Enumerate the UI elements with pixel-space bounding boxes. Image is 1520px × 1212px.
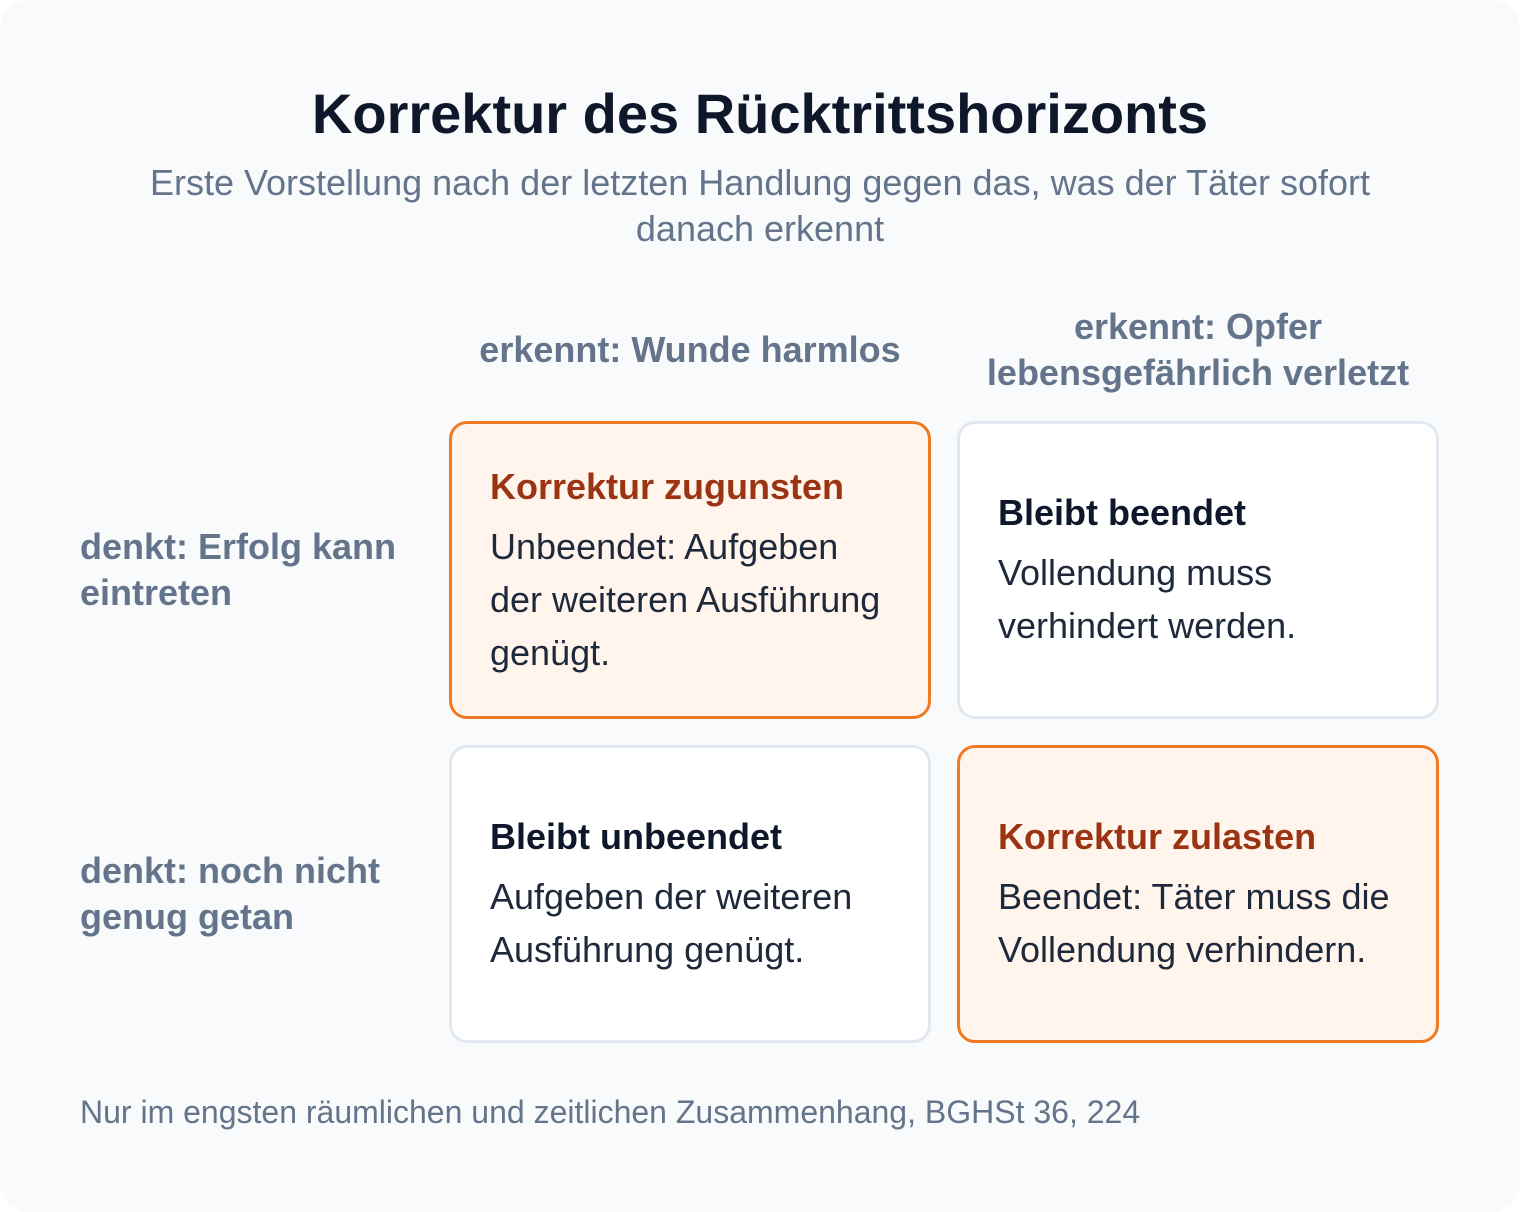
diagram-title: Korrektur des Rücktrittshorizonts: [311, 82, 1209, 145]
cell-bleibt-beendet: [957, 421, 1439, 719]
row-header-noch-nicht-genug: denkt: noch nicht genug getan: [80, 850, 380, 937]
cell-title: Bleibt unbeendet: [490, 816, 783, 857]
cell-title: Korrektur zugunsten: [490, 465, 845, 507]
diagram-subtitle: Erste Vorstellung nach der letzten Handlung gegen das, was der Täter sofort danach erkennt: [149, 162, 1371, 249]
cell-text: Unbeendet: Aufgeben der weiteren Ausführung genügt.: [490, 525, 881, 673]
cell-korrektur-zulasten: [957, 745, 1439, 1043]
cell-text: Vollendung muss verhindert werden.: [998, 552, 1297, 646]
cell-korrektur-zugunsten: [449, 421, 931, 719]
cell-title: Korrektur zulasten: [998, 816, 1317, 857]
row-header-erfolg-kann-eintreten: denkt: Erfolg kann eintreten: [80, 526, 397, 613]
cell-text: Aufgeben der weiteren Ausführung genügt.: [490, 876, 853, 970]
cell-bleibt-unbeendet: [449, 745, 931, 1043]
footnote: Nur im engsten räumlichen und zeitlichen Zusammenhang, BGHSt 36, 224: [80, 1094, 1141, 1130]
cell-text: Beendet: Täter muss die Vollendung verhindern.: [998, 876, 1390, 970]
cell-title: Bleibt beendet: [998, 492, 1247, 533]
column-header-wunde-harmlos: erkennt: Wunde harmlos: [479, 329, 901, 370]
column-header-lebensgefaehrlich: erkennt: Opfer lebensgefährlich verletzt: [986, 306, 1410, 393]
